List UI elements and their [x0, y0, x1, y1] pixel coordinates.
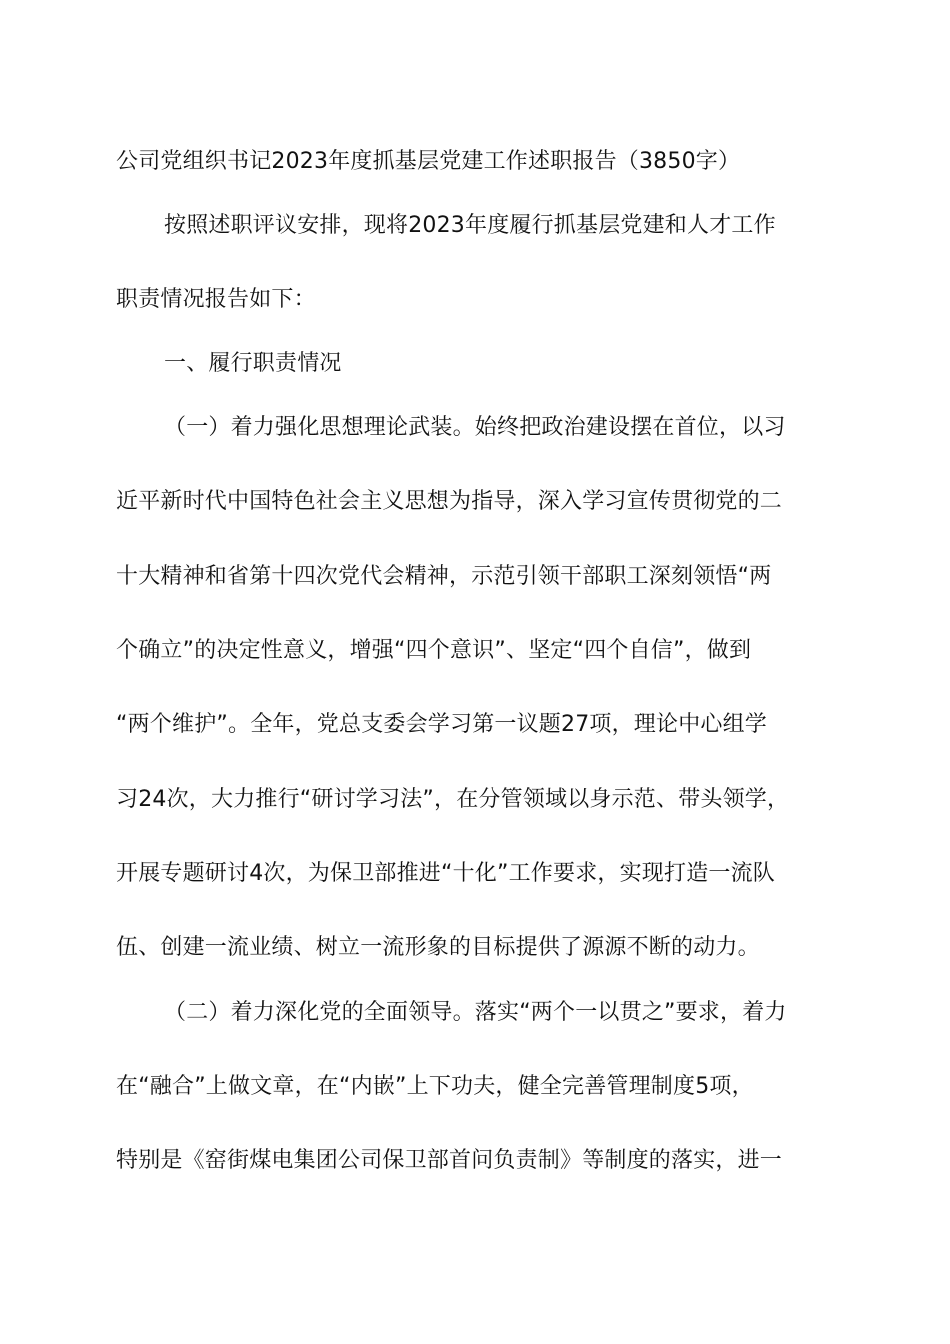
paragraph-line: 习24次，大力推行“研讨学习法”，在分管领域以身示范、带头领学， [116, 787, 790, 812]
paragraph-line: 职责情况报告如下： [116, 287, 316, 312]
paragraph-line: “两个维护”。全年，党总支委会学习第一议题27项，理论中心组学 [116, 712, 767, 737]
document-title: 公司党组织书记2023年度抓基层党建工作述职报告（3850字） [116, 149, 741, 174]
paragraph-line: （二）着力深化党的全面领导。落实“两个一以贯之”要求，着力 [164, 1000, 787, 1025]
section-heading: 一、履行职责情况 [164, 351, 342, 376]
paragraph-line: 在“融合”上做文章，在“内嵌”上下功夫，健全完善管理制度5项， [116, 1074, 754, 1099]
paragraph-line: 按照述职评议安排，现将2023年度履行抓基层党建和人才工作 [164, 213, 776, 238]
paragraph-line: 特别是《窑街煤电集团公司保卫部首问负责制》等制度的落实，进一 [116, 1148, 783, 1173]
paragraph-line: 开展专题研讨4次，为保卫部推进“十化”工作要求，实现打造一流队 [116, 861, 775, 886]
paragraph-line: 近平新时代中国特色社会主义思想为指导，深入学习宣传贯彻党的二 [116, 489, 783, 514]
paragraph-line: 伍、创建一流业绩、树立一流形象的目标提供了源源不断的动力。 [116, 935, 760, 960]
paragraph-line: 十大精神和省第十四次党代会精神，示范引领干部职工深刻领悟“两 [116, 564, 772, 589]
paragraph-line: （一）着力强化思想理论武装。始终把政治建设摆在首位，以习 [164, 415, 786, 440]
paragraph-line: 个确立”的决定性意义，增强“四个意识”、坚定“四个自信”，做到 [116, 638, 752, 663]
